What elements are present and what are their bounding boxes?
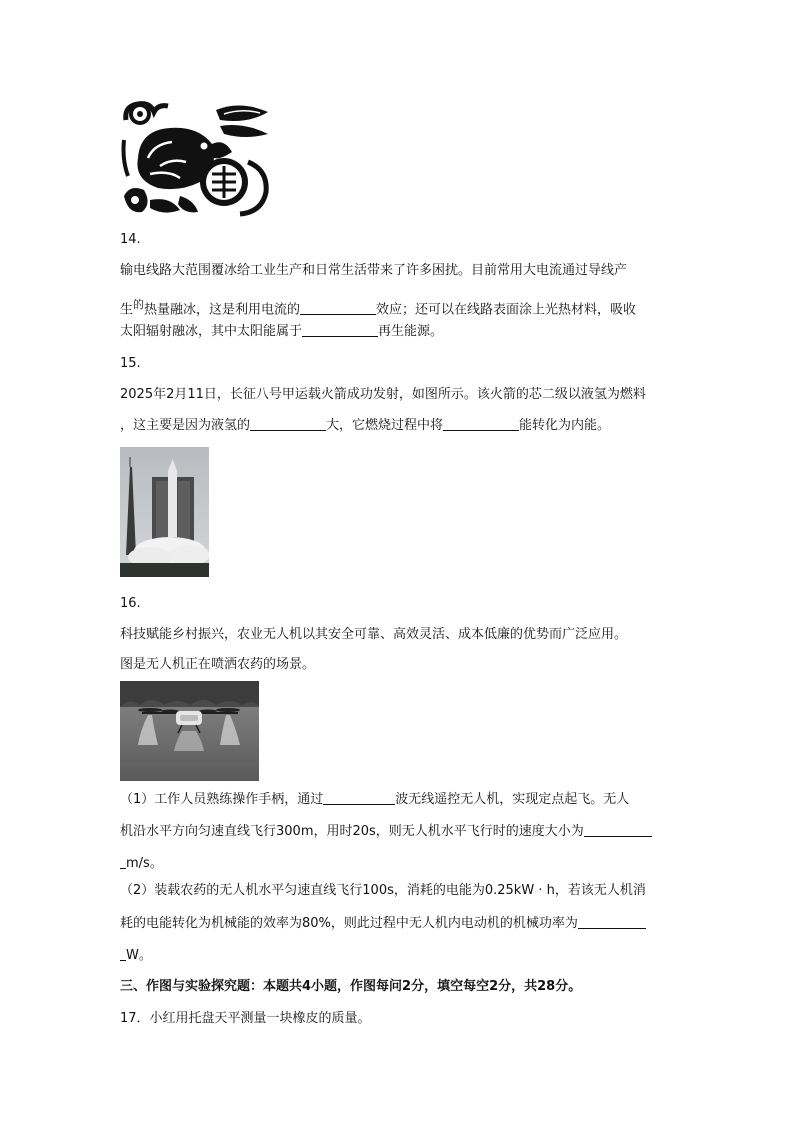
- question-15-number: 15.: [120, 356, 141, 371]
- question-14-line-3: [120, 322, 443, 341]
- question-16-text: 波无线遥控无人机，实现定点起飞。无人: [395, 792, 630, 807]
- answer-blank[interactable]: [443, 416, 519, 431]
- question-16-text: （1）工作人员熟练操作手柄，通过: [120, 792, 324, 807]
- question-15-text: 能转化为内能。: [519, 418, 611, 433]
- question-14-text: 热量融冰，这是利用电流的: [144, 302, 301, 318]
- question-15-text: 大，它燃烧过程中将: [326, 418, 444, 433]
- question-16-part-1-line-2: [120, 822, 652, 841]
- question-16-part-2-line-1: （2）装载农药的无人机水平匀速直线飞行100s，消耗的电能为0.25kW · h，若该无人机消: [120, 883, 646, 898]
- question-16-unit: W。: [126, 948, 152, 963]
- answer-blank[interactable]: [250, 416, 326, 431]
- question-14-text: 太阳辐射融冰，其中太阳能属于: [120, 324, 303, 339]
- rocket-launch-photo: [120, 447, 209, 577]
- question-14-text: 生: [120, 302, 134, 318]
- question-16-part-1-line-1: [120, 790, 629, 809]
- question-14-text: 再生能源。: [378, 324, 444, 339]
- question-16-number: 16.: [120, 596, 141, 611]
- question-14-line-2: [120, 296, 636, 319]
- answer-blank[interactable]: [584, 822, 652, 837]
- question-16-line-2: 图是无人机正在喷洒农药的场景。: [120, 657, 316, 672]
- question-15-line-2: [120, 416, 610, 435]
- question-16-part-2-line-2: [120, 914, 646, 933]
- answer-blank[interactable]: [302, 322, 378, 337]
- question-14-line-1: 输电线路大范围覆冰给工业生产和日常生活带来了许多困扰。目前常用大电流通过导线产: [120, 263, 628, 278]
- question-17-text: 17．小红用托盘天平测量一块橡皮的质量。: [120, 1011, 371, 1026]
- question-15-line-1: 2025年2月11日，长征八号甲运载火箭成功发射，如图所示。该火箭的芯二级以液氢为燃料: [120, 387, 646, 402]
- question-16-text: 耗的电能转化为机械能的效率为80%，则此过程中无人机内电动机的机械功率为: [120, 916, 578, 931]
- question-14-number: 14.: [120, 232, 141, 247]
- question-15-text: ，这主要是因为液氢的: [120, 418, 251, 433]
- answer-blank[interactable]: [323, 790, 395, 805]
- answer-blank[interactable]: [578, 914, 646, 929]
- question-16-unit: m/s。: [126, 856, 163, 871]
- question-16-text: 机沿水平方向匀速直线飞行300m，用时20s，则无人机水平飞行时的速度大小为: [120, 824, 584, 839]
- question-16-part-2-line-3: [120, 946, 152, 965]
- answer-blank[interactable]: [300, 300, 376, 315]
- drone-spraying-photo: [120, 681, 259, 781]
- papercut-rabbit-image: [120, 100, 272, 218]
- question-14-text: 效应；还可以在线路表面涂上光热材料，吸收: [376, 302, 637, 318]
- section-3-heading: 三、作图与实验探究题：本题共4小题，作图每问2分，填空每空2分，共28分。: [120, 979, 582, 994]
- question-16-line-1: 科技赋能乡村振兴，农业无人机以其安全可靠、高效灵活、成本低廉的优势而广泛应用。: [120, 627, 628, 642]
- question-16-part-1-line-3: [120, 854, 163, 873]
- question-14-superscript: 的: [133, 298, 145, 311]
